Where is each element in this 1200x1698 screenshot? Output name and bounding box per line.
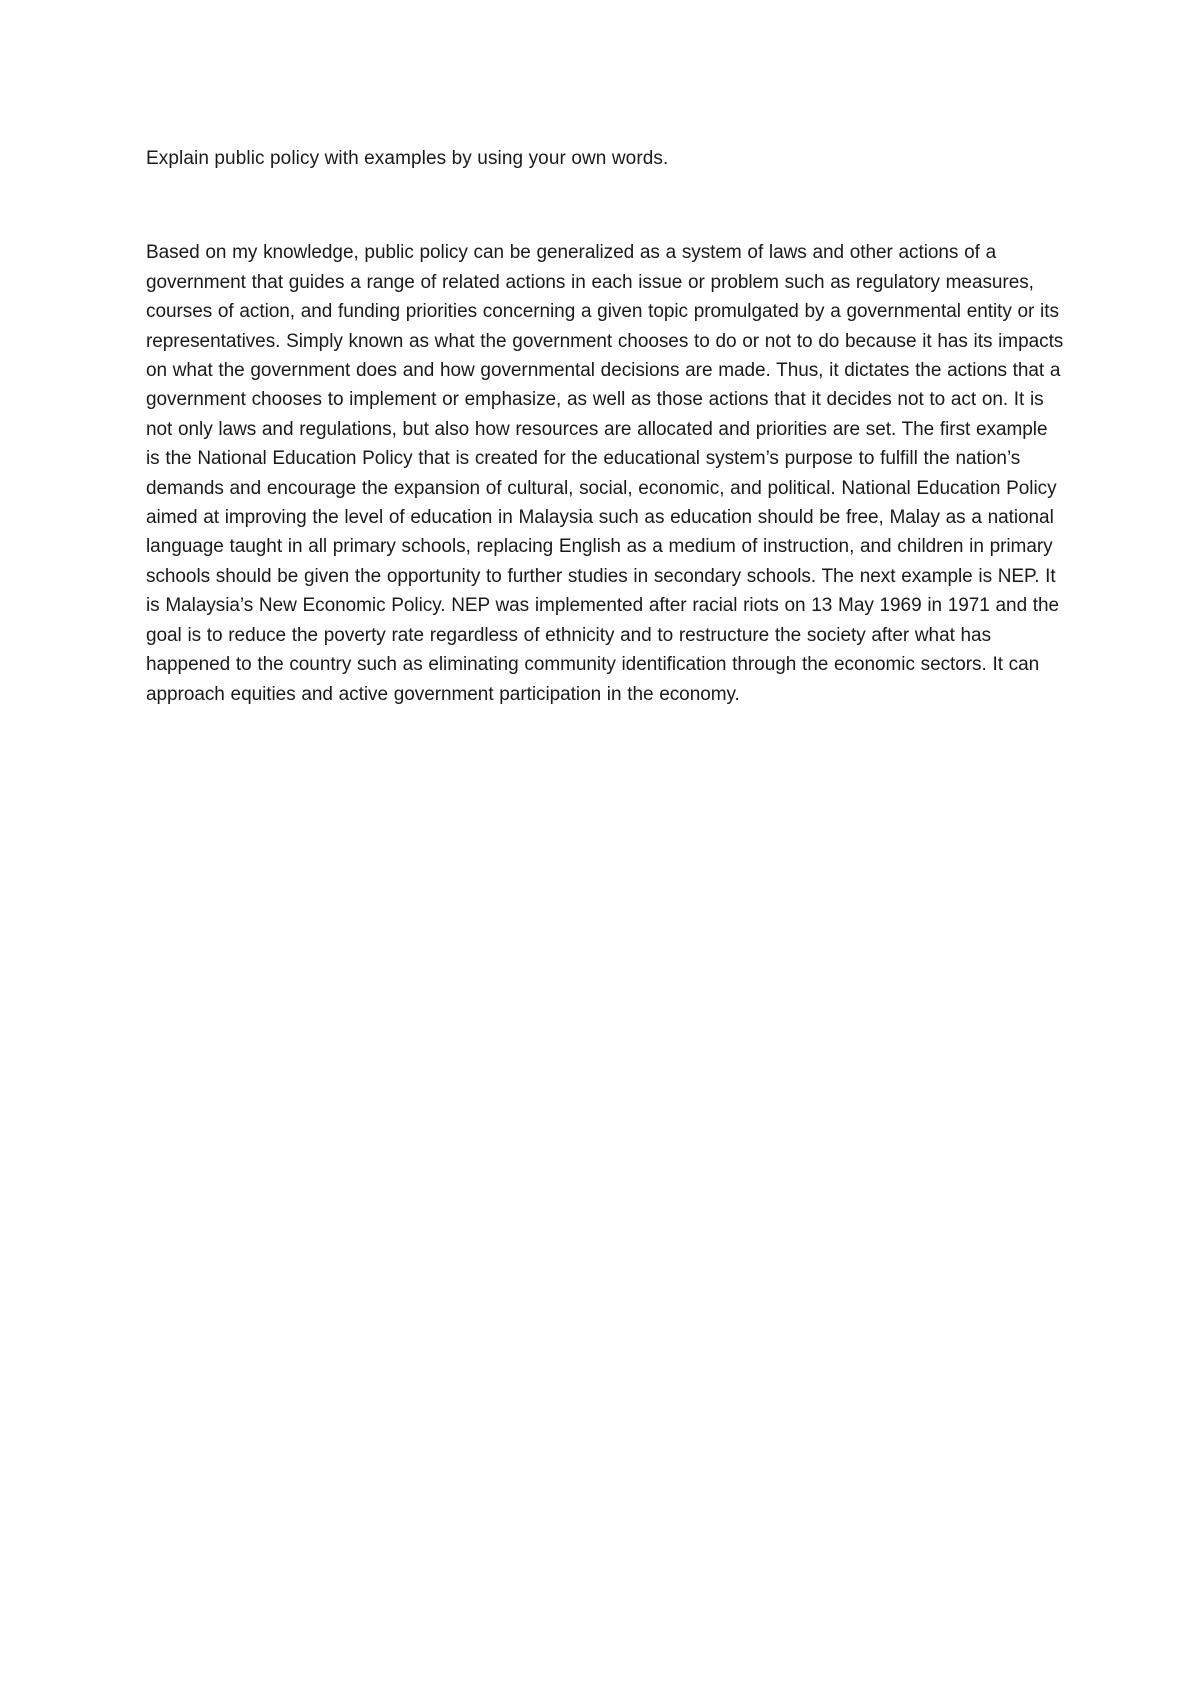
document-body	[146, 144, 1066, 709]
question-text: Explain public policy with examples by using your own words.	[146, 148, 669, 169]
answer-paragraph: Based on my knowledge, public policy can be generalized as a system of laws and other actions of a government that guides a range of related actions in each issue or problem such as regulatory measures, courses of action, and funding priorities concerning a given topic promulgated by a governmental entity or its representatives. Simply known as what the government chooses to do or not to do because it has its impacts on what the government does and how governmental decisions are made. Thus, it dictates the actions that a government chooses to implement or emphasize, as well as those actions that it decides not to act on. It is not only laws and regulations, but also how resources are allocated and priorities are set. The first example is the National Education Policy that is created for the educational system’s purpose to fulfill the nation’s demands and encourage the expansion of cultural, social, economic, and political. National Education Policy aimed at improving the level of education in Malaysia such as education should be free, Malay as a national language taught in all primary schools, replacing English as a medium of instruction, and children in primary schools should be given the opportunity to further studies in secondary schools. The next example is NEP. It is Malaysia’s New Economic Policy. NEP was implemented after racial riots on 13 May 1969 in 1971 and the goal is to reduce the poverty rate regardless of ethnicity and to restructure the society after what has happened to the country such as eliminating community identification through the economic sectors. It can approach equities and active government participation in the economy.	[146, 242, 1064, 705]
